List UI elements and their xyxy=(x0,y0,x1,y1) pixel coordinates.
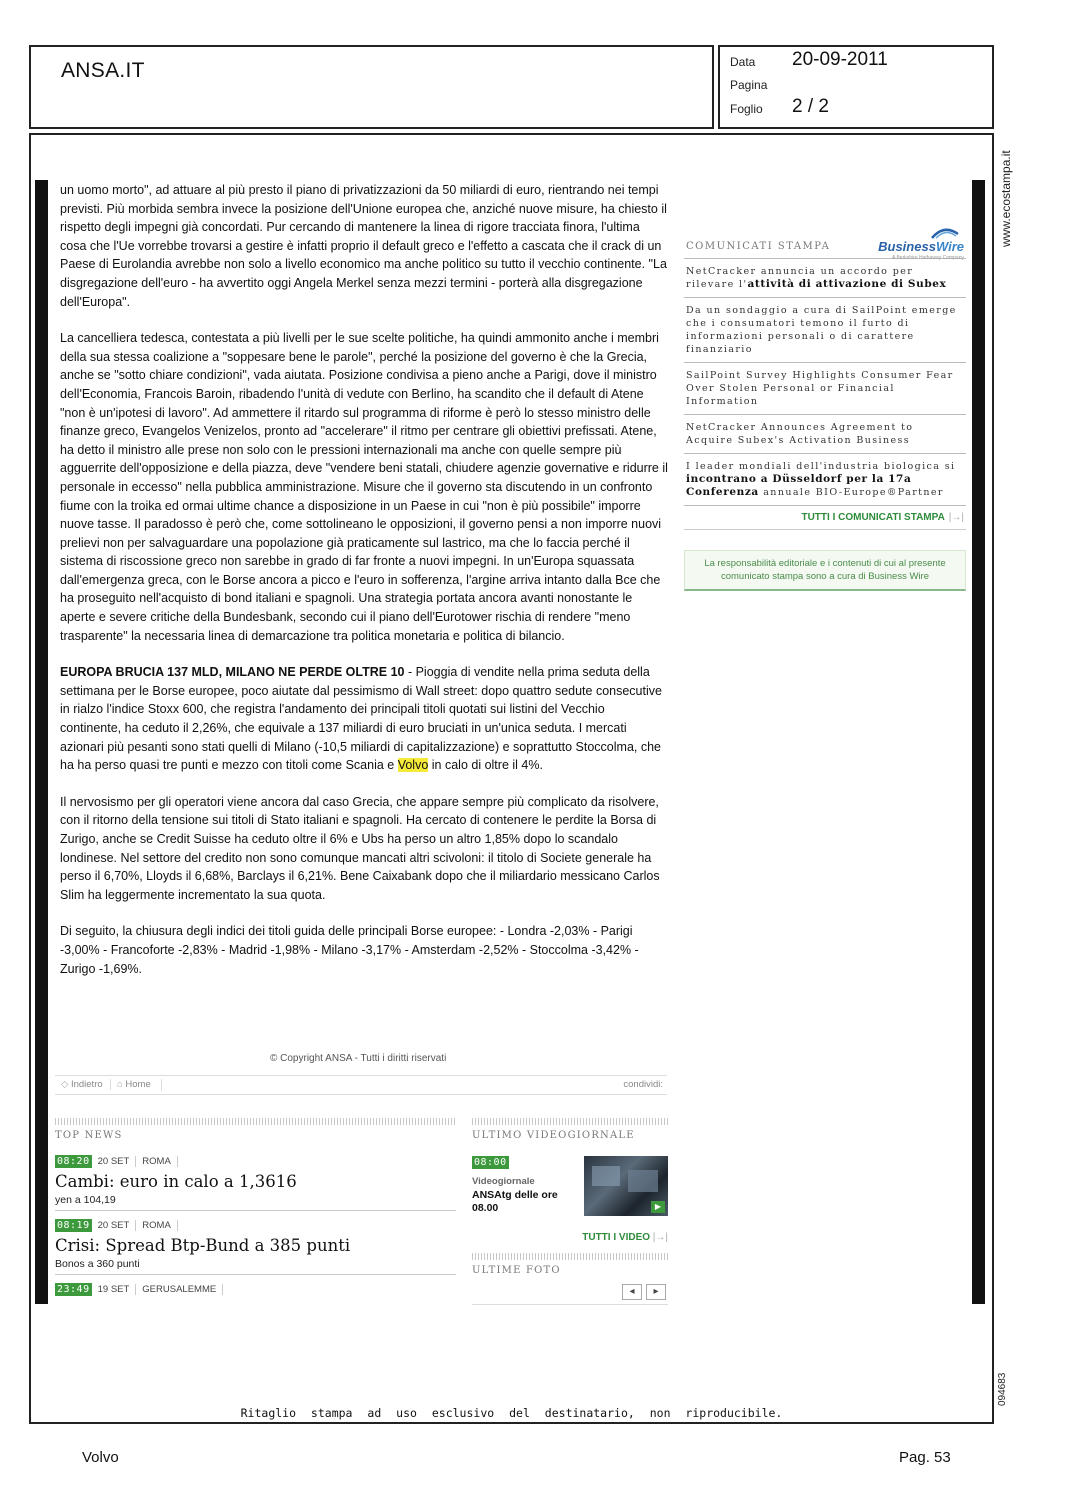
article-paragraph-5: Di seguito, la chiusura degli indici dei titoli guida delle principali Borse europee: - Londra -2,03% - Parigi -3,00% - Francoforte -2,83% - Madrid -1,98% - Milano -3,17% - Amsterdam -2,52% - Stoccolma -3,42% - Zurigo -1,69%. xyxy=(60,924,639,976)
home-link[interactable]: ⌂ Home xyxy=(110,1079,151,1090)
right-black-bar xyxy=(972,180,985,1304)
press-release-sidebar xyxy=(684,224,966,591)
press-release-item[interactable]: I leader mondiali dell'industria biologica si incontrano a Düsseldorf per la 17a Conferenza annuale BIO-Europe®Partner xyxy=(684,454,966,506)
clipping-notice: Ritaglio stampa ad uso esclusivo del destinatario, non riproducibile. xyxy=(240,1406,783,1420)
top-news-section xyxy=(55,1118,456,1304)
article-paragraph-1: un uomo morto", ad attuare al più presto il piano di privatizzazioni da 50 miliardi di euro, rientrando nei tempi previsti. Più morbida sembra invece la posizione dell'Unione europea che, anziché nuove misure, ha chiesto il rispetto degli impegni già concordati. Pur cercando di mantenere la linea di rigore tracciata finora, l'ultima cosa che l'Ue vorrebbe trovarsi a gestire è infatti proprio il default greco e l'effetto a cascata che il crack di un Paese di Eurolandia avrebbe non solo a livello economico ma anche politico su tutto il vecchio continente. "La disgregazione dell'euro - ha avvertito oggi Angela Merkel senza mezzi termini - porterà alla disgregazione dell'Europa". xyxy=(60,183,667,309)
article-paragraph-4: Il nervosismo per gli operatori viene ancora dal caso Grecia, che appare sempre più complicato da risolvere, con il ritorno della tensione sui titoli di Stato italiani e spagnoli. Ha cercato di contenere le perdite la Borsa di Zurigo, anche se Credit Suisse ha ceduto oltre il 6% e Ubs ha perso un altro 1,85% dopo lo scandalo londinese. Nel settore del credito non sono comunque mancati altri scivoloni: il titolo di Societe generale ha perso il 6,70%, Lloyds il 6,68%, Barclays il 6,21%. Bene Caixabank dopo che il miliardario messicano Carlos Slim ha leggermente incrementato la sua quota. xyxy=(60,794,660,902)
copyright-line: © Copyright ANSA - Tutti i diritti riservati xyxy=(270,1053,447,1064)
video-thumbnail[interactable] xyxy=(584,1156,668,1216)
press-release-item[interactable]: Da un sondaggio a cura di SailPoint emerge che i consumatori temono il furto di informazioni personali o di carattere finanziario xyxy=(684,298,966,363)
all-videos-link[interactable]: TUTTI I VIDEO |→| xyxy=(582,1232,668,1243)
news-place: ROMA xyxy=(136,1156,178,1167)
sidebar-header xyxy=(684,224,966,259)
businesswire-swoosh-icon xyxy=(930,226,960,240)
video-label: Videogiornale xyxy=(472,1176,535,1187)
footer-keyword: Volvo xyxy=(82,1449,119,1466)
businesswire-tagline: A Berkshire Hathaway Company xyxy=(892,255,964,261)
news-date: 20 SET xyxy=(92,1156,137,1167)
header-publication-box xyxy=(29,45,714,129)
ecostampa-site: www.ecostampa.it xyxy=(999,150,1013,247)
arrow-end-icon: |→| xyxy=(652,1232,668,1243)
photos-title: ULTIME FOTO xyxy=(472,1265,561,1276)
sheet-value: 2 / 2 xyxy=(792,96,829,117)
video-title: ULTIMO VIDEOGIORNALE xyxy=(472,1130,635,1141)
businesswire-logo[interactable]: BusinessWire xyxy=(878,239,964,254)
press-release-item[interactable]: NetCracker Announces Agreement to Acquire Subex's Activation Business xyxy=(684,415,966,454)
press-release-item[interactable]: SailPoint Survey Highlights Consumer Fear Over Stolen Personal or Financial Information xyxy=(684,363,966,415)
news-item[interactable] xyxy=(55,1155,456,1211)
photo-prev-button[interactable]: ◂ xyxy=(622,1284,642,1300)
news-time: 08:20 xyxy=(57,1156,90,1167)
disclaimer-note: La responsabilità editoriale e i contenuti di cui al presente comunicato stampa sono a cura di Business Wire xyxy=(684,550,966,591)
news-date: 20 SET xyxy=(92,1220,137,1231)
article-paragraph-2: La cancelliera tedesca, contestata a più livelli per le sue scelte politiche, ha quindi ammonito anche i membri della sua stessa coalizione a "soppesare bene le parole", perché la posizione del governo è che la Grecia, anche se "sotto chiare condizioni", vada aiutata. Posizione condivisa a pieno anche a Parigi, dove il ministro dell'Economia, Francois Baroin, ribadendo l'unità di vedute con Berlino, ha scandito che il default di Atene "non è un'ipotesi di lavoro". Ad ammettere il ritardo sul programma di riforme è però lo stesso ministro delle finanze greco, Evangelos Venizelos, pronto ad "accelerare" il ritmo per centrare gli obiettivi prefissati. Atene, ha detto il ministro alle prese non solo con le pressioni internazionali ma anche con quelle sempre più agguerrite dell'opposizione e della piazza, deve "vendere beni statali, chiudere agenzie governative e ridurre il personale in eccesso" nella pubblica amministrazione. Misure che il governo sta discutendo in un confronto fiume con la troika ed ormai ultime chance a disposizione in un Paese in cui "non è più possibile" imporre nuove tasse. Il paradosso è però che, come sottolineano le opposizioni, il governo pensi a non imporre nuovi prelievi non per salvaguardare una popolazione già praticamente sul lastrico, ma che lo faccia perché il sistema di riscossione greco non sarebbe in grado di far fronte a nuovi impegni. In un'Europa squassata dall'emergenza greca, con le Borse ancora a picco e l'euro in sofferenza, l'argine arriva intanto dalla Bce che ha proseguito nell'acquisto di bond italiani e spagnoli. Una strategia portata ancora avanti nonostante le aperte e severe critiche della Bundesbank, secondo cui il piano dell'Eurotower rischia di rendere "meno trasparente" la necessaria linea di demarcazione tra politica monetaria e politica di bilancio. xyxy=(60,331,668,643)
clip-code: 094683 xyxy=(997,1372,1008,1406)
home-icon: ⌂ xyxy=(117,1079,123,1090)
news-subtitle: yen a 104,19 xyxy=(55,1194,116,1206)
news-time: 08:19 xyxy=(57,1220,90,1231)
sidebar-title: COMUNICATI STAMPA xyxy=(686,241,831,252)
news-time: 23:49 xyxy=(57,1284,90,1295)
header-meta-box xyxy=(718,45,994,129)
news-date: 19 SET xyxy=(92,1284,137,1295)
keyword-highlight: Volvo xyxy=(397,758,429,773)
play-icon[interactable]: ▶ xyxy=(651,1201,665,1213)
paragraph-3-text-b: in calo di oltre il 4%. xyxy=(428,758,543,773)
news-item[interactable] xyxy=(55,1219,456,1275)
video-section xyxy=(472,1118,668,1305)
left-black-bar xyxy=(35,180,48,1304)
footer-page-number: Pag. 53 xyxy=(899,1449,951,1466)
page-label: Pagina xyxy=(730,78,768,92)
news-place: ROMA xyxy=(136,1220,178,1231)
section-heading: EUROPA BRUCIA 137 MLD, MILANO NE PERDE OLTRE 10 xyxy=(60,665,405,680)
arrow-end-icon: |→| xyxy=(948,512,964,523)
news-headline[interactable]: Cambi: euro in calo a 1,3616 xyxy=(55,1172,297,1191)
sheet-label: Foglio xyxy=(730,102,763,116)
back-link[interactable]: ◇ Indietro xyxy=(61,1079,103,1090)
share-label: condividi: xyxy=(623,1079,663,1090)
all-press-releases-link[interactable]: TUTTI I COMUNICATI STAMPA |→| xyxy=(684,506,966,530)
date-label: Data xyxy=(730,55,756,69)
news-item[interactable] xyxy=(55,1283,456,1296)
article-navbar xyxy=(55,1075,667,1095)
video-headline[interactable]: ANSAtg delle ore 08.00 xyxy=(472,1189,558,1214)
article-paragraph-3 xyxy=(60,663,668,775)
paragraph-3-text-a: - Pioggia di vendite nella prima seduta della settimana per le Borse europee, poco aiutate dal pessimismo di Wall street: dopo quattro sedute consecutive in rialzo l'indice Stoxx 600, che registra l'andamento dei principali titoli quotati sui listini del Vecchio continente, ha ceduto il 2,26%, che equivale a 137 miliardi di euro bruciati in un'unica seduta. I mercati azionari più pesanti sono stati quelli di Milano (-10,5 miliardi di capitalizzazione) e soprattutto Stoccolma, che ha ha perso quasi tre punti e mezzo con titoli come Scania e xyxy=(60,665,662,773)
video-time: 08:00 xyxy=(474,1157,507,1168)
article-body xyxy=(60,181,668,996)
top-news-title: TOP NEWS xyxy=(55,1130,123,1141)
photo-next-button[interactable]: ▸ xyxy=(646,1284,666,1300)
publication-name: ANSA.IT xyxy=(61,59,145,82)
news-place: GERUSALEMME xyxy=(136,1284,223,1295)
news-headline[interactable]: Crisi: Spread Btp-Bund a 385 punti xyxy=(55,1236,351,1255)
news-subtitle: Bonos a 360 punti xyxy=(55,1258,140,1270)
back-icon: ◇ xyxy=(61,1079,69,1090)
press-release-item[interactable]: NetCracker annuncia un accordo per rilevare l'attività di attivazione di Subex xyxy=(684,259,966,298)
date-value: 20-09-2011 xyxy=(792,49,888,70)
